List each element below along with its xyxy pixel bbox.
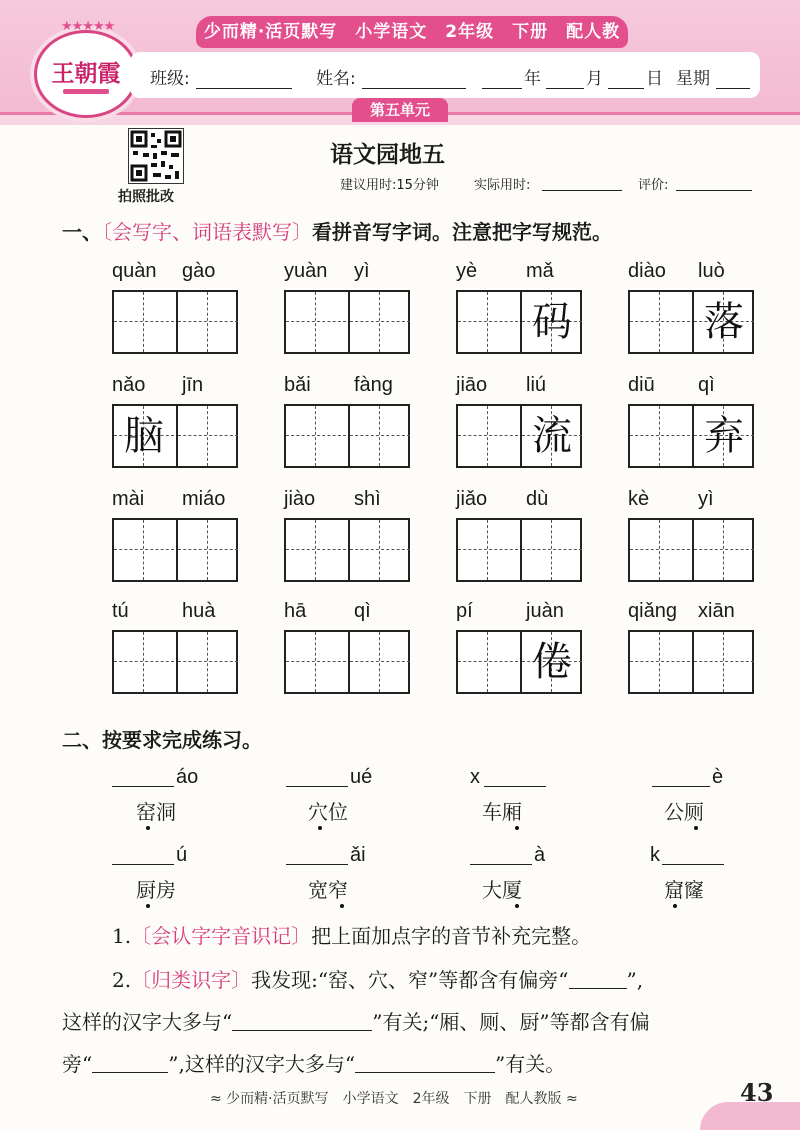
writing-grid: [628, 630, 754, 694]
pinyin-syllable: qì: [354, 600, 371, 622]
filled-character: [178, 292, 238, 352]
filled-character: [522, 520, 582, 580]
question-1-tag: 〔会认字字音识记〕: [131, 924, 312, 948]
footer-series: ≈ 少而精·活页默写 小学语文 2年级 下册 配人教版 ≈: [210, 1091, 578, 1107]
emphasis-dot: [694, 826, 698, 830]
pinyin-syllable: luò: [698, 260, 725, 282]
grid-cell[interactable]: [630, 632, 690, 692]
question-1-text: 把上面加点字的音节补充完整。: [311, 924, 592, 948]
grid-cell[interactable]: [176, 520, 238, 580]
pinyin-syllable: huà: [182, 600, 216, 622]
pinyin-syllable: mài: [112, 488, 145, 510]
pinyin-syllable: mǎ: [526, 260, 554, 282]
pinyin-syllable: bǎi: [284, 374, 311, 396]
grid-cell[interactable]: [630, 520, 690, 580]
day-field[interactable]: [608, 88, 644, 89]
pinyin-blank[interactable]: [112, 786, 174, 787]
student-info-bar: [130, 52, 760, 98]
pinyin-syllable: nǎo: [112, 374, 146, 396]
filled-character: [286, 520, 346, 580]
grid-cell[interactable]: [114, 292, 174, 352]
filled-character: 落: [704, 299, 744, 345]
pinyin-syllable: dù: [526, 488, 549, 510]
grid-cell[interactable]: [348, 520, 410, 580]
grid-cell[interactable]: [630, 292, 690, 352]
pinyin-prefix: x: [470, 766, 480, 788]
filled-character: [630, 632, 690, 692]
filled-character: [178, 520, 238, 580]
word-item: 窟窿: [664, 878, 704, 902]
pinyin-syllable: diào: [628, 260, 666, 282]
filled-character: 流: [532, 413, 572, 459]
question-2-text: ”有关。: [495, 1052, 566, 1076]
writing-grid: [284, 518, 410, 582]
word-item: 车厢: [482, 800, 522, 824]
logo-text: 王朝霞: [51, 60, 121, 87]
page-number: 43: [740, 1078, 774, 1107]
series-banner: 少而精·活页默写 小学语文 2年级 下册 配人教: [196, 16, 628, 48]
grid-cell[interactable]: [286, 292, 346, 352]
filled-character: [350, 406, 410, 466]
question-2-number: 2.: [112, 968, 132, 992]
filled-character: [458, 292, 518, 352]
writing-grid: [628, 518, 754, 582]
month-field[interactable]: [546, 88, 584, 89]
filled-character: [178, 406, 238, 466]
pinyin-syllable: qì: [698, 374, 715, 396]
writing-grid: [112, 630, 238, 694]
filled-character: 码: [532, 299, 572, 345]
grid-cell[interactable]: [348, 406, 410, 466]
pinyin-suffix: áo: [176, 766, 199, 788]
filled-character: [286, 406, 346, 466]
brand-logo: [34, 19, 138, 118]
word-item: 大厦: [482, 878, 522, 902]
qr-label: 拍照批改: [118, 189, 174, 205]
pinyin-blank[interactable]: [112, 864, 174, 865]
filled-character: [458, 632, 518, 692]
grid-cell[interactable]: [520, 292, 582, 352]
class-label: 班级:: [150, 69, 190, 89]
emphasis-dot: [340, 904, 344, 908]
grid-cell[interactable]: [176, 292, 238, 352]
pinyin-blank[interactable]: [286, 786, 348, 787]
question-1: [112, 920, 591, 949]
writing-grid: [284, 290, 410, 354]
name-label: 姓名:: [316, 69, 356, 89]
pinyin-syllable: kè: [628, 488, 650, 510]
grid-cell[interactable]: [348, 632, 410, 692]
grid-cell[interactable]: [458, 520, 518, 580]
grid-cell[interactable]: [458, 292, 518, 352]
filled-character: 倦: [532, 639, 572, 685]
pinyin-syllable: jiāo: [456, 374, 488, 396]
radical-blank-1[interactable]: [569, 968, 627, 989]
grade-field[interactable]: [676, 190, 752, 191]
word-item: 公厕: [664, 800, 704, 824]
filled-character: 弃: [704, 413, 744, 459]
grid-cell[interactable]: [114, 632, 174, 692]
pinyin-syllable: liú: [526, 374, 547, 396]
pinyin-suffix: ué: [350, 766, 373, 788]
pinyin-syllable: gào: [182, 260, 216, 282]
word-item: 穴位: [308, 800, 348, 824]
writing-grid: [456, 404, 582, 468]
filled-character: [458, 406, 518, 466]
grid-cell[interactable]: [520, 406, 582, 466]
pinyin-syllable: juàn: [526, 600, 564, 622]
question-2-text: 我发现:“窑、穴、窄”等都含有偏旁“: [251, 968, 569, 992]
filled-character: [114, 520, 174, 580]
pinyin-syllable: jiào: [284, 488, 316, 510]
question-2-text: ”,: [626, 968, 644, 992]
question-2-text: ”有关;“厢、厕、厨”等都含有偏: [372, 1010, 650, 1034]
actual-time-label: 实际用时:: [474, 178, 531, 193]
word-item: 厨房: [136, 878, 176, 902]
emphasis-dot: [515, 904, 519, 908]
emphasis-dot: [146, 826, 150, 830]
question-2-line2: [62, 1006, 650, 1035]
grid-cell[interactable]: [520, 632, 582, 692]
filled-character: [350, 632, 410, 692]
pinyin-syllable: shì: [354, 488, 381, 510]
weekday-label: 星期: [676, 69, 710, 89]
name-field[interactable]: [362, 88, 466, 89]
pinyin-blank[interactable]: [662, 864, 724, 865]
question-2-text: 旁“: [62, 1052, 93, 1076]
writing-grid: [628, 290, 754, 354]
word-item: 宽窄: [308, 878, 348, 902]
filled-character: 脑: [124, 413, 164, 459]
emphasis-dot: [146, 904, 150, 908]
grade-label: 评价:: [638, 178, 669, 193]
emphasis-dot: [515, 826, 519, 830]
writing-grid: [456, 290, 582, 354]
writing-grid: [456, 630, 582, 694]
grid-cell[interactable]: [692, 292, 754, 352]
crown-icon: ★★★★★: [61, 19, 115, 34]
pinyin-syllable: diū: [628, 374, 655, 396]
pinyin-syllable: qiǎng: [628, 600, 677, 622]
question-2-line1: [112, 964, 643, 993]
year-field[interactable]: [482, 88, 522, 89]
filled-character: [458, 520, 518, 580]
pinyin-blank[interactable]: [484, 786, 546, 787]
pinyin-blank[interactable]: [470, 864, 532, 865]
weekday-field[interactable]: [716, 88, 750, 89]
grid-cell[interactable]: [520, 520, 582, 580]
filled-character: [350, 520, 410, 580]
grid-cell[interactable]: [692, 520, 754, 580]
section2-heading: [62, 724, 262, 753]
pinyin-syllable: tú: [112, 600, 129, 622]
pinyin-blank[interactable]: [286, 864, 348, 865]
class-field[interactable]: [196, 88, 292, 89]
year-label: 年: [524, 69, 541, 89]
pinyin-syllable: jiǎo: [456, 488, 488, 510]
pinyin-suffix: ǎi: [350, 844, 366, 866]
question-2-text: 这样的汉字大多与“: [62, 1010, 233, 1034]
grid-cell[interactable]: [458, 406, 518, 466]
question-2-tag: 〔归类识字〕: [131, 968, 252, 992]
question-2-text: ”,这样的汉字大多与“: [168, 1052, 356, 1076]
grid-cell[interactable]: [176, 406, 238, 466]
pinyin-syllable: fàng: [354, 374, 393, 396]
grid-cell[interactable]: [348, 292, 410, 352]
writing-grid: [112, 290, 238, 354]
word-item: 窑洞: [136, 800, 176, 824]
grid-cell[interactable]: [114, 406, 174, 466]
section2-number: 二、: [62, 728, 102, 752]
filled-character: [114, 632, 174, 692]
month-label: 月: [586, 69, 603, 89]
section1-heading: [62, 216, 612, 245]
writing-grid: [284, 404, 410, 468]
page-title: 语文园地五: [330, 141, 445, 168]
actual-time-field[interactable]: [542, 190, 622, 191]
writing-grid: [628, 404, 754, 468]
qr-code-icon[interactable]: [128, 128, 184, 184]
writing-grid: [112, 404, 238, 468]
pinyin-syllable: hā: [284, 600, 307, 622]
writing-grid: [456, 518, 582, 582]
meaning-blank-2[interactable]: [355, 1052, 495, 1073]
question-2-line3: [62, 1048, 565, 1077]
pinyin-blank[interactable]: [652, 786, 710, 787]
section1-number: 一、: [62, 220, 102, 244]
filled-character: [286, 632, 346, 692]
pinyin-syllable: jīn: [182, 374, 204, 396]
day-label: 日: [646, 69, 663, 89]
emphasis-dot: [318, 826, 322, 830]
pinyin-syllable: miáo: [182, 488, 226, 510]
pinyin-suffix: è: [712, 766, 724, 788]
suggested-time: 建议用时:15分钟: [340, 178, 439, 193]
grid-cell[interactable]: [630, 406, 690, 466]
emphasis-dot: [673, 904, 677, 908]
filled-character: [630, 292, 690, 352]
pinyin-syllable: pí: [456, 600, 473, 622]
logo-ribbon-icon: [63, 89, 109, 94]
pinyin-syllable: xiān: [698, 600, 735, 622]
filled-character: [694, 632, 754, 692]
pinyin-syllable: yè: [456, 260, 478, 282]
pinyin-syllable: quàn: [112, 260, 157, 282]
pinyin-suffix: à: [534, 844, 546, 866]
unit-tab: 第五单元: [352, 98, 448, 122]
grid-cell[interactable]: [286, 632, 346, 692]
question-1-number: 1.: [112, 924, 132, 948]
filled-character: [286, 292, 346, 352]
meaning-blank-1[interactable]: [232, 1010, 372, 1031]
filled-character: [114, 292, 174, 352]
filled-character: [178, 632, 238, 692]
pinyin-suffix: ú: [176, 844, 188, 866]
filled-character: [350, 292, 410, 352]
filled-character: [630, 406, 690, 466]
pinyin-prefix: k: [650, 844, 660, 866]
section2-instruction: 按要求完成练习。: [102, 728, 262, 752]
writing-grid: [284, 630, 410, 694]
section1-instruction: 看拼音写字词。注意把字写规范。: [312, 220, 612, 244]
grid-cell[interactable]: [114, 520, 174, 580]
grid-cell[interactable]: [692, 406, 754, 466]
section1-tag: 〔会写字、词语表默写〕: [102, 220, 312, 244]
filled-character: [630, 520, 690, 580]
grid-cell[interactable]: [176, 632, 238, 692]
grid-cell[interactable]: [286, 406, 346, 466]
pinyin-syllable: yì: [354, 260, 370, 282]
writing-grid: [112, 518, 238, 582]
grid-cell[interactable]: [286, 520, 346, 580]
radical-blank-2[interactable]: [92, 1052, 168, 1073]
pinyin-syllable: yì: [698, 488, 714, 510]
pinyin-syllable: yuàn: [284, 260, 328, 282]
grid-cell[interactable]: [692, 632, 754, 692]
grid-cell[interactable]: [458, 632, 518, 692]
filled-character: [694, 520, 754, 580]
